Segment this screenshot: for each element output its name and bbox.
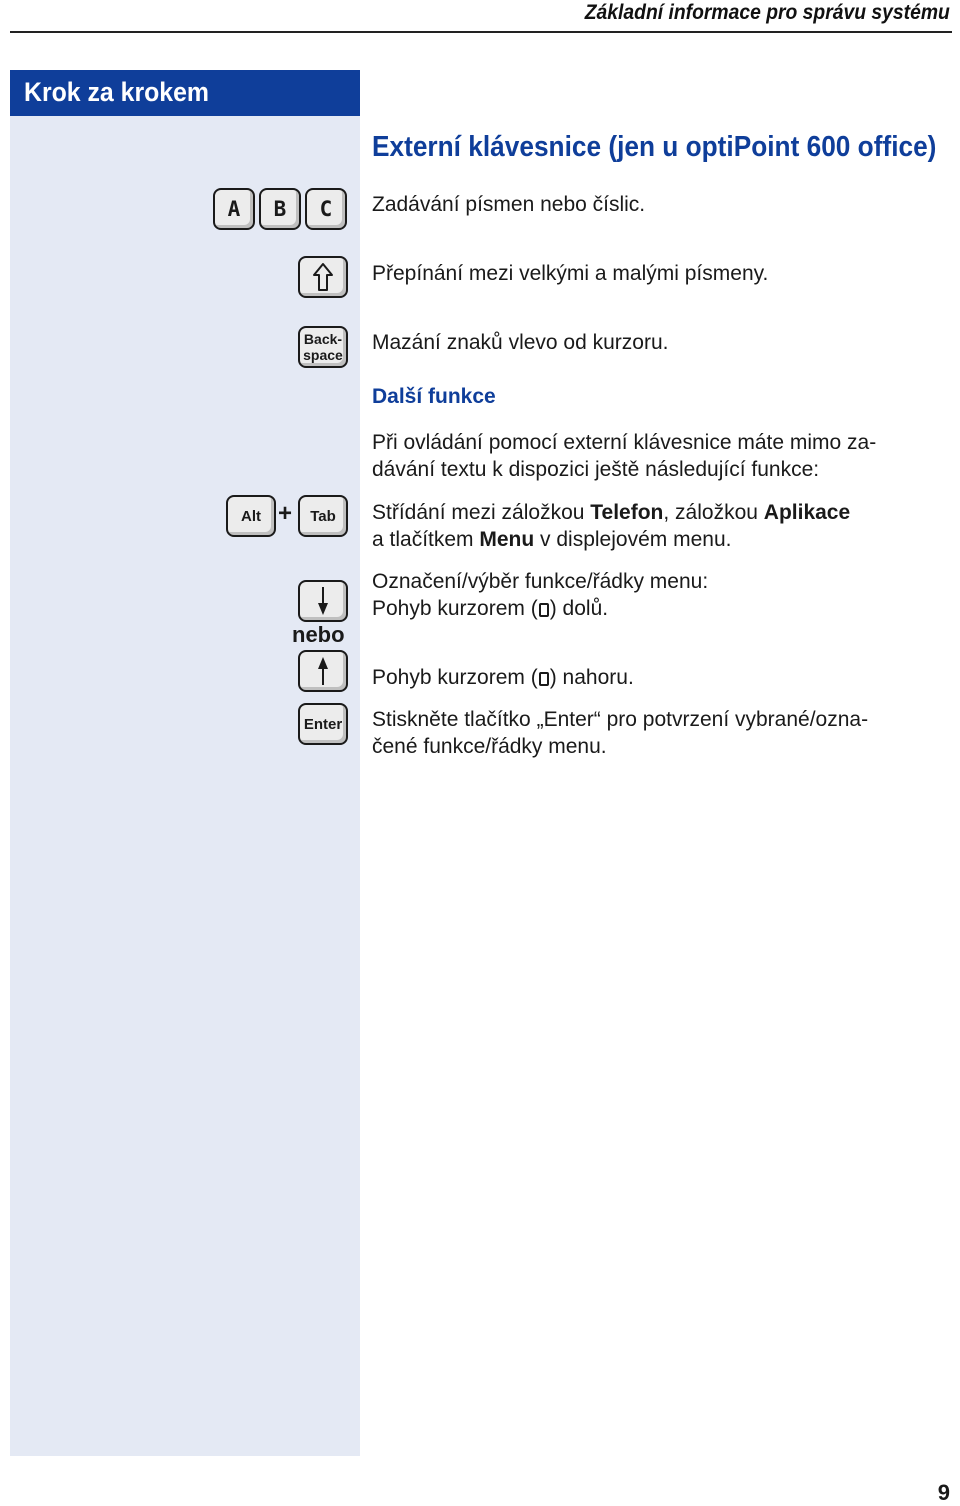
enter-line-1: Stiskněte tlačítko „Enter“ pro potvrzení vybrané/ozna- (372, 708, 869, 731)
select-line: Označení/výběr funkce/řádky menu: (372, 570, 709, 593)
intro-line-1: Při ovládání pomocí externí klávesnice máte mimo za- (372, 431, 877, 454)
down-text-2: ) dolů. (549, 597, 609, 620)
up-description (372, 664, 634, 691)
alttab-bold-telefon: Telefon (590, 501, 664, 524)
tab-key: Tab (298, 495, 348, 537)
shift-description: Přepínání mezi velkými a malými písmeny. (372, 262, 769, 285)
page-number: 9 (937, 1480, 950, 1505)
cursor-square-icon (539, 672, 549, 686)
key-a: A (213, 188, 255, 230)
header-rule (10, 31, 952, 33)
backspace-description: Mazání znaků vlevo od kurzoru. (372, 331, 669, 354)
up-key (298, 650, 348, 692)
sidebar-title-text: Krok za krokem (24, 77, 210, 107)
alttab-text-3: a tlačítkem (372, 528, 480, 551)
alttab-text-4: v displejovém menu. (534, 528, 732, 551)
shift-arrow-icon (312, 262, 334, 292)
key-b: B (259, 188, 301, 230)
up-text-1: Pohyb kurzorem ( (372, 666, 538, 689)
arrow-up-icon (316, 655, 330, 687)
down-description (372, 595, 608, 622)
more-functions-title: Další funkce (372, 385, 496, 408)
alttab-text-1: Střídání mezi záložkou (372, 501, 591, 524)
up-text-2: ) nahoru. (549, 666, 634, 689)
backspace-key-line2: space (303, 347, 343, 363)
shift-key (298, 256, 348, 298)
backspace-key (298, 326, 348, 368)
down-key (298, 580, 348, 622)
sidebar-title (10, 70, 360, 116)
arrow-down-icon (316, 585, 330, 617)
enter-key: Enter (298, 703, 348, 745)
nebo-label: nebo (292, 622, 345, 647)
alttab-text-2: , záložkou (663, 501, 764, 524)
abc-description: Zadávání písmen nebo číslic. (372, 193, 646, 216)
intro-line-2: dávání textu k dispozici ještě následující funkce: (372, 458, 820, 481)
alttab-bold-aplikace: Aplikace (763, 501, 851, 524)
alttab-line-2 (372, 526, 731, 553)
alttab-bold-menu: Menu (479, 528, 535, 551)
alttab-line-1 (372, 499, 850, 526)
plus-sign: + (278, 500, 293, 527)
alt-key: Alt (226, 495, 276, 537)
section-title: Externí klávesnice (jen u optiPoint 600 office) (372, 131, 937, 163)
key-c: C (305, 188, 347, 230)
enter-line-2: čené funkce/řádky menu. (372, 735, 607, 758)
cursor-square-icon (539, 603, 549, 617)
running-header: Základní informace pro správu systému (584, 1, 950, 24)
down-text-1: Pohyb kurzorem ( (372, 597, 538, 620)
backspace-key-line1: Back- (303, 331, 343, 347)
